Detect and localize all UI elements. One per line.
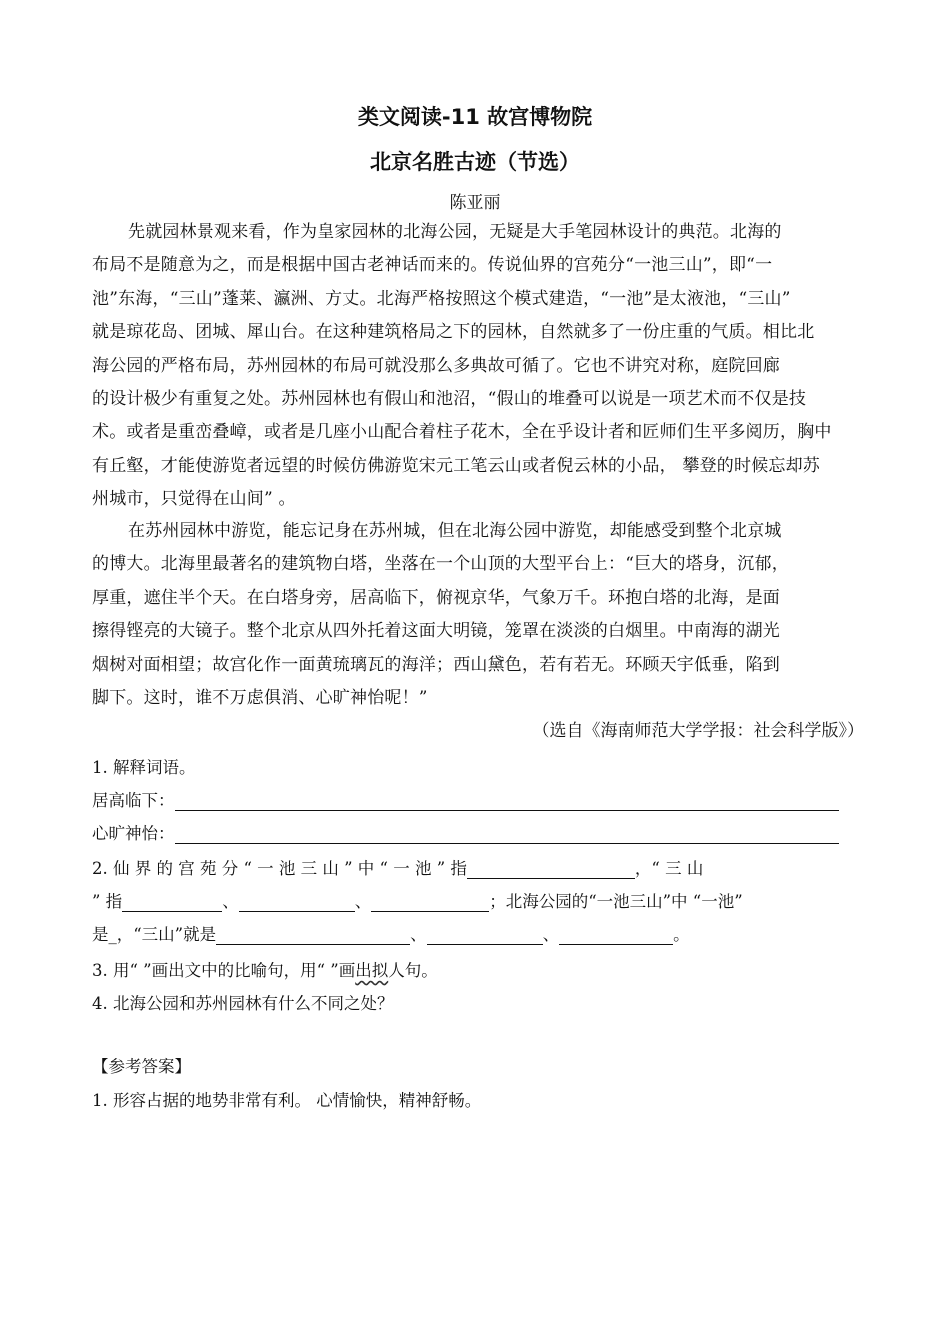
answer-blank[interactable] bbox=[122, 891, 222, 912]
p1-line: 海公园的严格布局，苏州园林的布局可就没那么多典故可循了。它也不讲究对称，庭院回廊 bbox=[92, 355, 780, 376]
period: 。 bbox=[673, 925, 690, 944]
p1-line: 有丘壑，才能使游览者远望的时候仿佛游览宋元工笔云山或者倪云林的小品， 攀登的时候忘却苏 bbox=[92, 455, 821, 476]
question-2-line-2 bbox=[92, 888, 743, 912]
question-1-item-2 bbox=[92, 820, 839, 844]
p1-line: 布局不是随意为之，而是根据中国古老神话而来的。传说仙界的宫苑分“一池三山”，即“一 bbox=[92, 255, 773, 276]
p1-line: 池”东海，“三山”蓬莱、瀛洲、方丈。北海严格按照这个模式建造，“一池”是太液池，“三山” bbox=[92, 288, 791, 309]
answer-1: 1. 形容占据的地势非常有利。 心情愉快，精神舒畅。 bbox=[92, 1091, 482, 1110]
p2-line: 脚下。这时，谁不万虑俱消、心旷神怡呢！” bbox=[92, 688, 428, 709]
sub-title: 北京名胜古迹（节选） bbox=[370, 150, 580, 174]
question-text: 人句。 bbox=[388, 961, 438, 980]
p2-line: 厚重，遮住半个天。在白塔身旁，居高临下，俯视京华，气象万千。环抱白塔的北海，是面 bbox=[92, 587, 780, 608]
answers-heading: 【参考答案】 bbox=[92, 1057, 191, 1076]
separator: 、 bbox=[354, 892, 372, 911]
p1-line: 的设计极少有重复之处。苏州园林也有假山和池沼，“假山的堆叠可以说是一项艺术而不仅是技 bbox=[92, 389, 807, 410]
p1-line: 州城市，只觉得在山间” 。 bbox=[92, 489, 296, 510]
answer-blank[interactable] bbox=[371, 891, 489, 912]
question-1-title: 1. 解释词语。 bbox=[92, 758, 196, 777]
p2-line: 烟树对面相望；故宫化作一面黄琉璃瓦的海洋；西山黛色，若有若无。环顾天宇低垂，陷到 bbox=[92, 654, 780, 675]
question-2-line-1 bbox=[92, 855, 703, 879]
author: 陈亚丽 bbox=[449, 193, 501, 213]
answer-blank[interactable] bbox=[559, 924, 673, 945]
main-title: 类文阅读-11 故宫博物院 bbox=[357, 105, 593, 129]
p2-line: 的博大。北海里最著名的建筑物白塔，坐落在一个山顶的大型平台上：“巨大的塔身，沉郁， bbox=[92, 554, 789, 575]
wavy-underlined-text: 出拟 bbox=[355, 961, 389, 980]
separator: 、 bbox=[222, 892, 239, 911]
question-text: 2. 仙 界 的 宫 苑 分 “ 一 池 三 山 ” 中 “ 一 池 ” 指 bbox=[92, 859, 467, 878]
p2-line: 在苏州园林中游览，能忘记身在苏州城，但在北海公园中游览，却能感受到整个北京城 bbox=[128, 521, 782, 541]
term-label: 心旷神怡： bbox=[92, 824, 175, 843]
question-text: ” 指 bbox=[92, 892, 123, 911]
answer-blank[interactable] bbox=[467, 858, 635, 879]
p1-line: 就是琼花岛、团城、犀山台。在这种建筑格局之下的园林，自然就多了一份庄重的气质。相比北 bbox=[92, 322, 815, 343]
question-text: ；北海公园的“一池三山”中 “一池” bbox=[489, 892, 743, 911]
p1-line: 术。或者是重峦叠嶂，或者是几座小山配合着柱子花木，全在乎设计者和匠师们生平多阅历，胸中 bbox=[92, 422, 832, 443]
term-label: 居高临下： bbox=[92, 791, 175, 810]
answer-blank[interactable] bbox=[175, 823, 839, 844]
answer-blank[interactable] bbox=[216, 924, 410, 945]
question-text: 是_，“三山”就是 bbox=[92, 925, 217, 944]
separator: 、 bbox=[410, 925, 427, 944]
question-3 bbox=[92, 957, 438, 981]
question-text: ，“ 三 山 bbox=[634, 859, 704, 878]
answer-blank[interactable] bbox=[239, 891, 355, 912]
question-4: 4. 北海公园和苏州园林有什么不同之处？ bbox=[92, 994, 394, 1013]
question-1-item-1 bbox=[92, 787, 839, 811]
article-source: （选自《海南师范大学学报：社会科学版》） bbox=[532, 721, 864, 741]
question-text: 3. 用“ ”画出文中的比喻句，用“ ”画 bbox=[92, 961, 356, 980]
separator: 、 bbox=[542, 925, 560, 944]
question-2-line-3 bbox=[92, 921, 690, 945]
article-paragraph-2 bbox=[92, 515, 868, 715]
p2-line: 擦得铿亮的大镜子。整个北京从四外托着这面大明镜，笼罩在淡淡的白烟里。中南海的湖光 bbox=[92, 621, 780, 642]
answer-blank[interactable] bbox=[175, 790, 839, 811]
answer-blank[interactable] bbox=[427, 924, 543, 945]
article-paragraph-1 bbox=[92, 216, 868, 517]
p1-line: 先就园林景观来看，作为皇家园林的北海公园，无疑是大手笔园林设计的典范。北海的 bbox=[128, 222, 782, 242]
